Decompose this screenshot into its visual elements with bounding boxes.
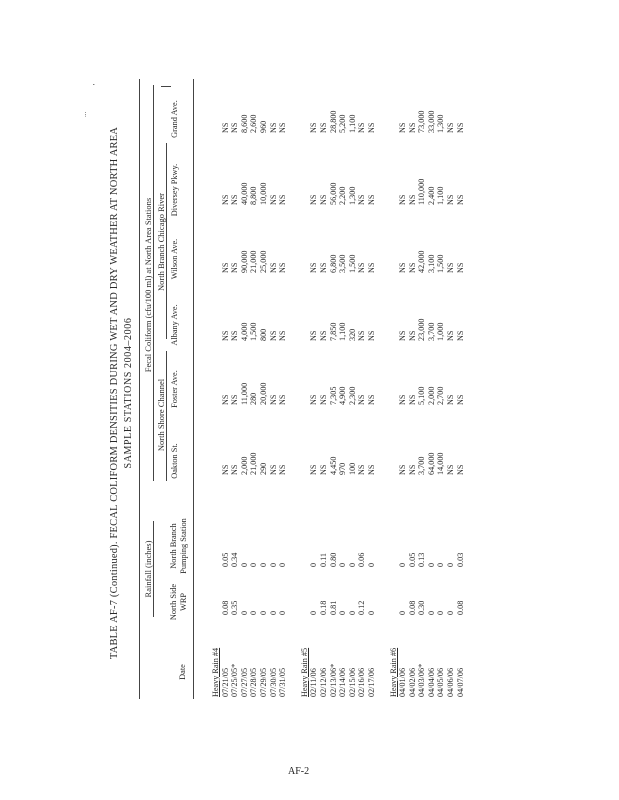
date-cell: 04/04/06 (426, 667, 436, 697)
albany-value: 1,100 (338, 322, 348, 341)
diversey-value: 2,400 (426, 186, 436, 205)
rain-north-side-value: 0 (338, 610, 348, 615)
rain-north-side-value: 0 (436, 610, 446, 615)
rain-north-side-value: 0.18 (318, 600, 328, 615)
grand-value: NS (407, 122, 417, 133)
oakton-value: 3,700 (417, 456, 427, 475)
rain-north-side-value: 0.08 (455, 600, 465, 615)
diversey-value: NS (318, 194, 328, 205)
date-cell: 02/17/06 (366, 667, 376, 697)
wilson-value: NS (446, 262, 456, 273)
rain-north-branch-value: 0 (338, 562, 348, 567)
diversey-value: NS (407, 194, 417, 205)
fecal-group-header: Fecal Coliform (cfu/100 ml) at North Area Stations (143, 197, 153, 373)
diversey-value: NS (278, 194, 288, 205)
rain-north-branch-value: 0.80 (328, 552, 338, 567)
oakton-value: NS (446, 464, 456, 475)
grand-value: NS (309, 122, 319, 133)
table-row (408, 79, 418, 707)
grand-value: 8,600 (239, 114, 249, 133)
date-cell: 04/03/06* (417, 663, 427, 697)
rain-north-branch-value: 0 (268, 562, 278, 567)
wilson-value: 42,000 (417, 250, 427, 273)
diversey-value: 1,300 (347, 186, 357, 205)
foster-value: 11,000 (239, 382, 249, 405)
foster-value: NS (455, 394, 465, 405)
date-cell: 04/05/06 (436, 667, 446, 697)
grand-value: 28,800 (328, 110, 338, 133)
grand-value: NS (278, 122, 288, 133)
oakton-value: NS (398, 464, 408, 475)
table-row (417, 79, 427, 707)
scan-speck: ' (92, 83, 100, 85)
albany-value: 320 (347, 328, 357, 341)
wilson-value: NS (278, 262, 288, 273)
rain-north-side-value: 0 (309, 610, 319, 615)
diversey-value: 2,200 (338, 186, 348, 205)
albany-value: NS (366, 330, 376, 341)
albany-value: NS (278, 330, 288, 341)
date-cell: 07/25/05* (230, 663, 240, 697)
rain-north-branch-value: 0.06 (357, 552, 367, 567)
diversey-value: 56,000 (328, 182, 338, 205)
foster-header: Foster Ave. (170, 370, 179, 408)
foster-value: NS (230, 394, 240, 405)
rain-north-branch-value: 0.05 (407, 552, 417, 567)
oakton-value: 21,000 (249, 452, 259, 475)
wilson-header: Wilson Ave. (170, 238, 179, 280)
rain-north-branch-value: 0.05 (220, 552, 230, 567)
diversey-value: 8,800 (249, 186, 259, 205)
rotated-table-page (73, 79, 493, 707)
albany-value: NS (230, 330, 240, 341)
wilson-value: 3,500 (338, 254, 348, 273)
foster-value: NS (220, 394, 230, 405)
date-cell: 07/28/05 (249, 667, 259, 697)
rain-north-branch-value: 0.13 (417, 552, 427, 567)
oakton-value: 64,000 (426, 452, 436, 475)
wilson-value: NS (318, 262, 328, 273)
date-cell: 02/13/06* (328, 663, 338, 697)
foster-value: 280 (249, 392, 259, 405)
rain-north-branch-value: 0 (436, 562, 446, 567)
oakton-value: NS (268, 464, 278, 475)
foster-value: NS (366, 394, 376, 405)
grand-value: 2,600 (249, 114, 259, 133)
grand-value: 1,300 (436, 114, 446, 133)
rainfall-group-header: Rainfall (inches) (143, 540, 153, 598)
grand-value: NS (268, 122, 278, 133)
date-cell: 04/07/06 (455, 667, 465, 697)
albany-value: 23,000 (417, 318, 427, 341)
table-row (398, 79, 408, 707)
rain-north-side-value: 0 (249, 610, 259, 615)
foster-value: 2,000 (426, 386, 436, 405)
section-label: Heavy Rain #5 (299, 647, 309, 697)
rain-north-branch-header: North Branch Pumping Station (169, 518, 188, 574)
rain-north-side-value: 0 (268, 610, 278, 615)
albany-value: NS (357, 330, 367, 341)
north-branch-rule (166, 143, 167, 339)
albany-value: 4,000 (239, 322, 249, 341)
diversey-value: NS (398, 194, 408, 205)
rain-north-side-value: 0.08 (407, 600, 417, 615)
rain-north-side-value: 0 (366, 610, 376, 615)
albany-header: Albany Ave. (170, 304, 179, 346)
date-cell: 07/31/05 (278, 667, 288, 697)
albany-value: 1,500 (249, 322, 259, 341)
oakton-value: NS (455, 464, 465, 475)
date-cell: 02/16/06 (357, 667, 367, 697)
table-title: TABLE AF-7 (Continued). FECAL COLIFORM DENSITIES DURING WET AND DRY WEATHER AT NORTH AREA (109, 126, 120, 660)
diversey-value: 40,000 (239, 182, 249, 205)
section-label: Heavy Rain #6 (388, 647, 398, 697)
wilson-value: NS (366, 262, 376, 273)
oakton-value: NS (357, 464, 367, 475)
rain-north-side-value: 0 (258, 610, 268, 615)
date-cell: 04/06/06 (446, 667, 456, 697)
diversey-value: NS (268, 194, 278, 205)
rain-north-side-value: 0 (446, 610, 456, 615)
grand-value: NS (318, 122, 328, 133)
grand-value: NS (366, 122, 376, 133)
grand-value: 5,200 (338, 114, 348, 133)
grand-value: NS (220, 122, 230, 133)
oakton-value: NS (318, 464, 328, 475)
grand-value: NS (446, 122, 456, 133)
table-row (329, 79, 339, 707)
table-row (249, 79, 259, 707)
diversey-value: 10,000 (258, 182, 268, 205)
table-row (269, 79, 279, 707)
oakton-value: 2,000 (239, 456, 249, 475)
table-row (240, 79, 250, 707)
table-row (230, 79, 240, 707)
rain-north-branch-value: 0 (258, 562, 268, 567)
table-row (309, 79, 319, 707)
rain-north-branch-value: 0 (309, 562, 319, 567)
rain-north-side-value: 0 (347, 610, 357, 615)
rain-north-branch-value: 0 (366, 562, 376, 567)
rain-north-side-value: 0.12 (357, 600, 367, 615)
rain-north-branch-value: 0.34 (230, 552, 240, 567)
grand-value: 73,000 (417, 110, 427, 133)
section-label: Heavy Rain #4 (211, 647, 220, 697)
oakton-value: NS (309, 464, 319, 475)
foster-value: NS (398, 394, 408, 405)
oakton-header: Oakton St. (170, 443, 179, 479)
table-row (446, 79, 456, 707)
date-cell: 07/29/05 (258, 667, 268, 697)
fecal-group-rule (153, 85, 154, 481)
table-row (427, 79, 437, 707)
albany-value: NS (268, 330, 278, 341)
grand-value: 1,100 (347, 114, 357, 133)
rain-north-side-value: 0 (239, 610, 249, 615)
rain-north-branch-value: 0 (239, 562, 249, 567)
albany-value: NS (446, 330, 456, 341)
oakton-value: NS (366, 464, 376, 475)
rain-north-side-value: 0.08 (220, 600, 230, 615)
foster-value: 2,300 (347, 386, 357, 405)
foster-value: 7,305 (328, 386, 338, 405)
wilson-value: NS (357, 262, 367, 273)
section-heading (211, 79, 221, 707)
date-cell: 07/30/05 (268, 667, 278, 697)
foster-value: NS (407, 394, 417, 405)
albany-value: NS (407, 330, 417, 341)
rain-north-branch-value: 0 (278, 562, 288, 567)
date-cell: 02/11/06 (309, 668, 319, 697)
date-cell: 02/15/06 (347, 667, 357, 697)
north-shore-rule (166, 351, 167, 481)
grand-value: NS (398, 122, 408, 133)
page-number: AF-2 (288, 766, 310, 777)
foster-value: NS (318, 394, 328, 405)
oakton-value: NS (220, 464, 230, 475)
rain-north-side-value: 0 (398, 610, 408, 615)
wilson-value: NS (309, 262, 319, 273)
diversey-value: NS (455, 194, 465, 205)
oakton-value: 100 (347, 462, 357, 475)
table-row (357, 79, 367, 707)
foster-value: NS (357, 394, 367, 405)
albany-value: NS (309, 330, 319, 341)
header-bottom-rule (193, 79, 194, 699)
date-header: Date (178, 664, 187, 680)
oakton-value: 290 (258, 462, 268, 475)
albany-value: NS (220, 330, 230, 341)
table-row (348, 79, 358, 707)
rain-north-branch-value: 0.11 (318, 552, 328, 567)
oakton-value: 4,450 (328, 456, 338, 475)
oakton-value: 14,000 (436, 452, 446, 475)
wilson-value: NS (230, 262, 240, 273)
wilson-value: 1,500 (436, 254, 446, 273)
foster-value: 4,900 (338, 386, 348, 405)
wilson-value: 25,000 (258, 250, 268, 273)
rain-north-branch-value: 0 (249, 562, 259, 567)
wilson-value: 6,800 (328, 254, 338, 273)
grand-value: NS (455, 122, 465, 133)
table-subtitle: SAMPLE STATIONS 2004–2006 (123, 317, 134, 469)
table-row (338, 79, 348, 707)
wilson-value: 90,000 (239, 250, 249, 273)
rain-north-side-value: 0 (426, 610, 436, 615)
north-branch-chicago-header: North Branch Chicago River (156, 193, 166, 291)
albany-value: 3,700 (426, 322, 436, 341)
table-body (211, 79, 465, 707)
date-cell: 04/01/06 (398, 667, 408, 697)
rain-north-branch-value: 0 (398, 562, 408, 567)
oakton-value: NS (230, 464, 240, 475)
diversey-value: 1,100 (436, 186, 446, 205)
foster-value: NS (446, 394, 456, 405)
rain-north-branch-value: 0.03 (455, 552, 465, 567)
foster-value: NS (278, 394, 288, 405)
rainfall-group-rule (153, 521, 154, 617)
table-row (456, 79, 466, 707)
foster-value: 2,700 (436, 386, 446, 405)
rain-north-branch-value: 0 (446, 562, 456, 567)
wilson-value: NS (407, 262, 417, 273)
north-shore-channel-header: North Shore Channel (156, 378, 166, 452)
wilson-value: NS (398, 262, 408, 273)
wilson-value: NS (268, 262, 278, 273)
table-row (259, 79, 269, 707)
diversey-header: Diversey Pkwy. (170, 163, 179, 217)
grand-header: Grand Ave. (170, 100, 179, 138)
albany-value: NS (398, 330, 408, 341)
rain-north-side-value: 0.35 (230, 600, 240, 615)
oakton-value: NS (278, 464, 288, 475)
date-cell: 07/21/05 (220, 667, 230, 697)
wilson-value: 3,100 (426, 254, 436, 273)
foster-value: NS (268, 394, 278, 405)
diversey-value: NS (446, 194, 456, 205)
date-cell: 02/12/06 (318, 667, 328, 697)
foster-value: 20,000 (258, 382, 268, 405)
grand-value: NS (357, 122, 367, 133)
rain-north-side-value: 0.30 (417, 600, 427, 615)
table-row (367, 79, 377, 707)
rain-north-branch-value: 0 (347, 562, 357, 567)
table-row (319, 79, 329, 707)
diversey-value: 110,000 (417, 178, 427, 205)
albany-value: NS (318, 330, 328, 341)
grand-value: 33,000 (426, 110, 436, 133)
foster-value: NS (309, 394, 319, 405)
table-row (436, 79, 446, 707)
diversey-value: NS (309, 194, 319, 205)
grand-value: NS (230, 122, 240, 133)
scan-speck: ... (80, 111, 88, 117)
table-row (278, 79, 288, 707)
section-heading (389, 79, 399, 707)
albany-value: 7,850 (328, 322, 338, 341)
grand-value: 960 (258, 120, 268, 133)
wilson-value: NS (220, 262, 230, 273)
albany-value: NS (455, 330, 465, 341)
oakton-value: 970 (338, 462, 348, 475)
rain-north-side-value: 0.81 (328, 600, 338, 615)
oakton-value: NS (407, 464, 417, 475)
rain-north-branch-value: 0 (426, 562, 436, 567)
date-cell: 02/14/06 (338, 667, 348, 697)
albany-value: 800 (258, 328, 268, 341)
wilson-value: 1,500 (347, 254, 357, 273)
diversey-value: NS (366, 194, 376, 205)
table-row (221, 79, 231, 707)
rain-north-side-header: North Side WRP (169, 583, 188, 621)
wilson-value: 21,000 (249, 250, 259, 273)
diversey-value: NS (230, 194, 240, 205)
date-cell: 04/02/06 (407, 667, 417, 697)
diversey-value: NS (220, 194, 230, 205)
foster-value: 5,100 (417, 386, 427, 405)
header-top-rule (139, 79, 140, 699)
wilson-value: NS (455, 262, 465, 273)
albany-value: 1,000 (436, 322, 446, 341)
date-cell: 07/27/05 (239, 667, 249, 697)
scan-mark (161, 86, 171, 87)
rain-north-side-value: 0 (278, 610, 288, 615)
diversey-value: NS (357, 194, 367, 205)
section-heading (300, 79, 310, 707)
